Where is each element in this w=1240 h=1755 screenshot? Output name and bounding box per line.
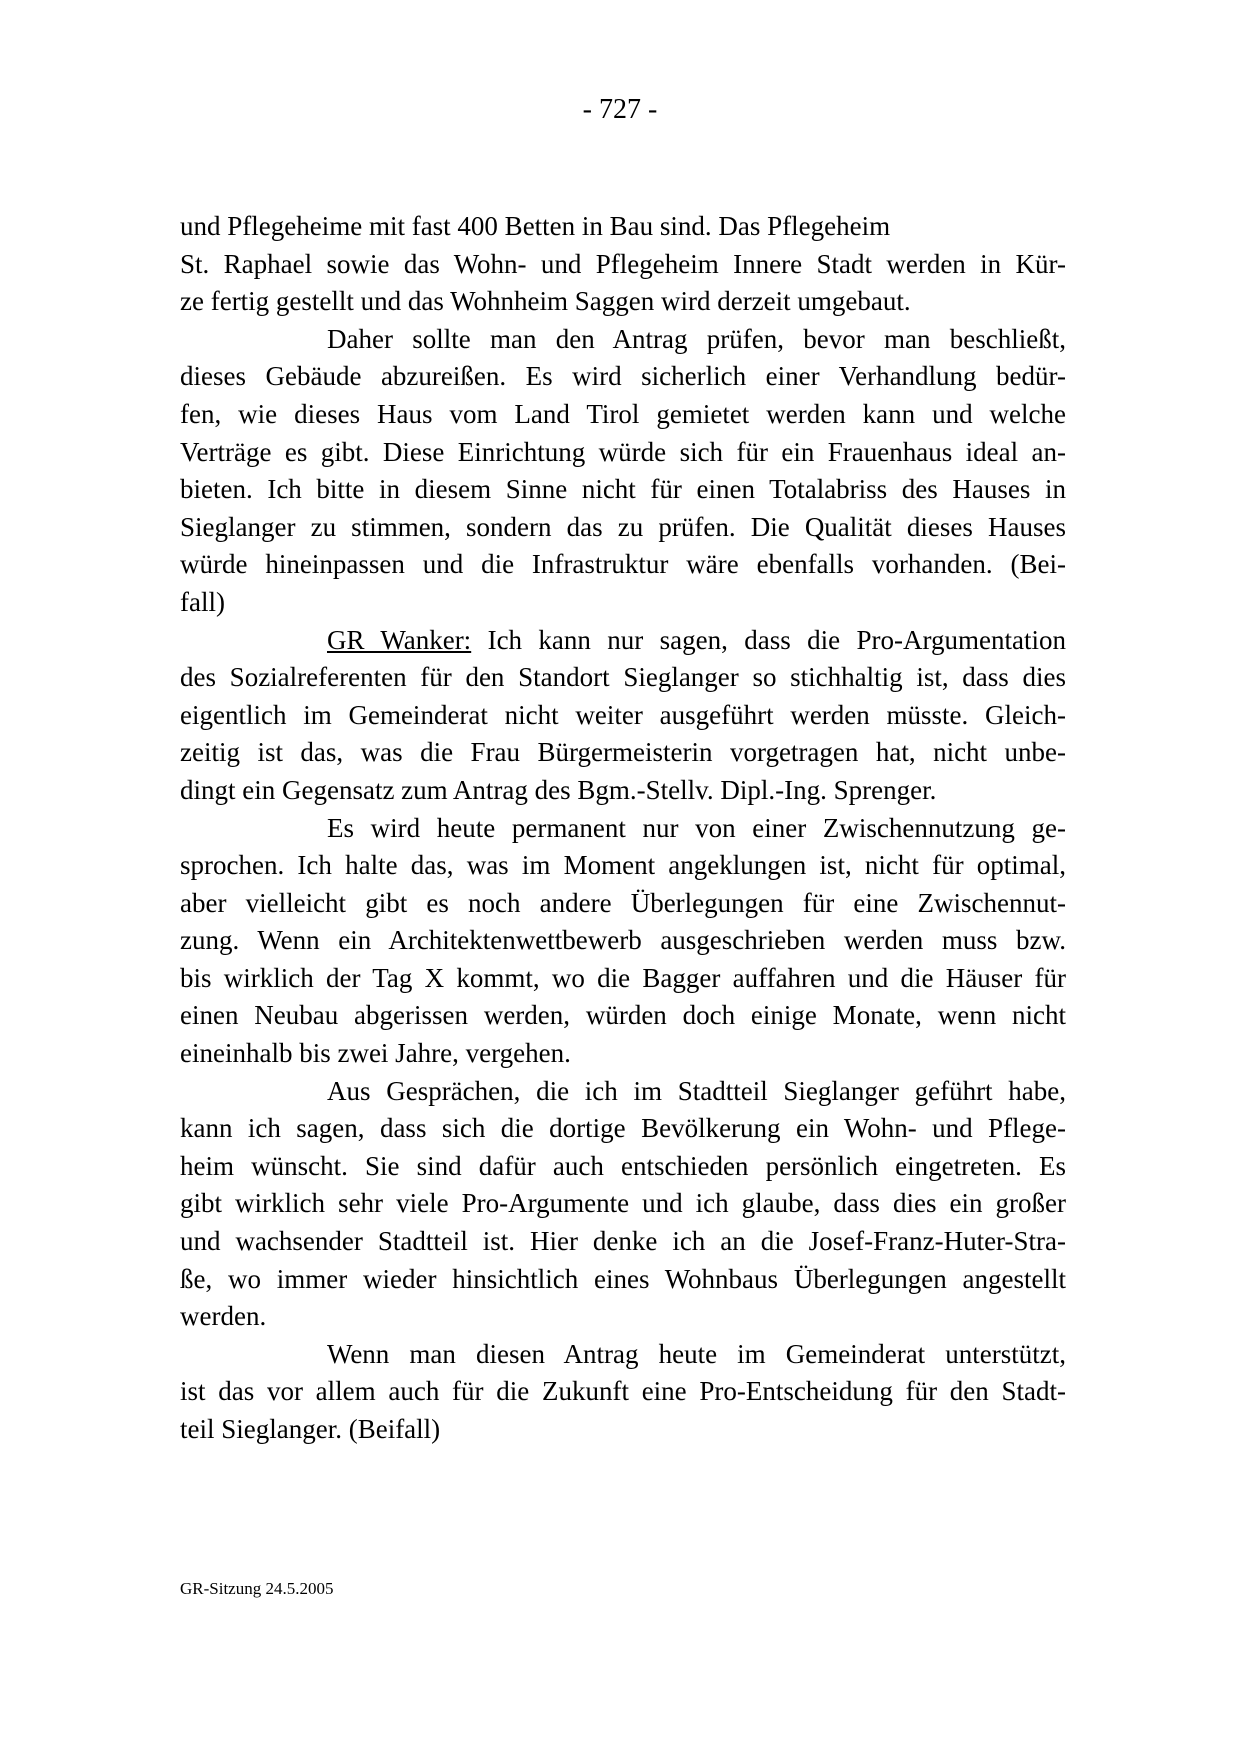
- text-line: Sieglanger zu stimmen, sondern das zu prüfen. Die Qualität dieses Hauses: [180, 511, 1066, 542]
- text-line: Wenn man diesen Antrag heute im Gemeinderat unterstützt,: [327, 1338, 1066, 1369]
- paragraph: [180, 1073, 1066, 1336]
- text-line: aber vielleicht gibt es noch andere Überlegungen für eine Zwischennut-: [180, 887, 1066, 918]
- text-line: bis wirklich der Tag X kommt, wo die Bagger auffahren und die Häuser für: [180, 962, 1066, 993]
- footer-session-date: GR-Sitzung 24.5.2005: [180, 1579, 334, 1598]
- text-line: und wachsender Stadtteil ist. Hier denke ich an die Josef-Franz-Huter-Stra-: [180, 1226, 1066, 1257]
- text-line: fall): [180, 586, 225, 617]
- text-line: ße, wo immer wieder hinsichtlich eines Wohnbaus Überlegungen angestellt: [180, 1263, 1066, 1294]
- text-line: eigentlich im Gemeinderat nicht weiter ausgeführt werden müsste. Gleich-: [180, 699, 1066, 730]
- text-line: kann ich sagen, dass sich die dortige Bevölkerung ein Wohn- und Pflege-: [180, 1113, 1066, 1144]
- text-line: ze fertig gestellt und das Wohnheim Saggen wird derzeit umgebaut.: [180, 286, 911, 317]
- text-line: Es wird heute permanent nur von einer Zwischennutzung ge-: [327, 812, 1066, 843]
- text-line: werden.: [180, 1301, 267, 1332]
- text-line: sprochen. Ich halte das, was im Moment angeklungen ist, nicht für optimal,: [180, 850, 1066, 881]
- text-line: gibt wirklich sehr viele Pro-Argumente und ich glaube, dass dies ein großer: [180, 1188, 1066, 1219]
- paragraph: [180, 622, 1066, 810]
- paragraph: [180, 1336, 1066, 1449]
- text-line: dingt ein Gegensatz zum Antrag des Bgm.-Stellv. Dipl.-Ing. Sprenger.: [180, 774, 937, 805]
- paragraph: [180, 208, 1066, 246]
- text-line: einen Neubau abgerissen werden, würden doch einige Monate, wenn nicht: [180, 1000, 1066, 1031]
- speaker-name: GR Wanker:: [327, 624, 472, 655]
- text-line: Aus Gesprächen, die ich im Stadtteil Sieglanger geführt habe,: [327, 1075, 1066, 1106]
- paragraph: [180, 246, 1066, 321]
- text-line: dieses Gebäude abzureißen. Es wird sicherlich einer Verhandlung bedür-: [180, 361, 1066, 392]
- text-line: zung. Wenn ein Architektenwettbewerb ausgeschrieben werden muss bzw.: [180, 925, 1066, 956]
- text-line: zeitig ist das, was die Frau Bürgermeisterin vorgetragen hat, nicht unbe-: [180, 737, 1066, 768]
- paragraph: [180, 321, 1066, 622]
- paragraph: [180, 810, 1066, 1073]
- text-line: Verträge es gibt. Diese Einrichtung würde sich für ein Frauenhaus ideal an-: [180, 436, 1066, 467]
- text-line: und Pflegeheime mit fast 400 Betten in Bau sind. Das Pflegeheim: [180, 211, 891, 241]
- body-text: [180, 208, 1066, 1449]
- text-line: [180, 622, 1066, 660]
- text-line: St. Raphael sowie das Wohn- und Pflegeheim Innere Stadt werden in Kür-: [180, 248, 1066, 279]
- text-line: Daher sollte man den Antrag prüfen, bevor man beschließt,: [327, 323, 1066, 354]
- text-line: würde hineinpassen und die Infrastruktur wäre ebenfalls vorhanden. (Bei-: [180, 549, 1066, 580]
- text-line: bieten. Ich bitte in diesem Sinne nicht für einen Totalabriss des Hauses in: [180, 474, 1066, 505]
- text-line: eineinhalb bis zwei Jahre, vergehen.: [180, 1038, 571, 1069]
- text-line: des Sozialreferenten für den Standort Sieglanger so stichhaltig ist, dass dies: [180, 662, 1066, 693]
- text-line: teil Sieglanger. (Beifall): [180, 1414, 441, 1444]
- text-line: ist das vor allem auch für die Zukunft eine Pro-Entscheidung für den Stadt-: [180, 1376, 1066, 1407]
- text-line: fen, wie dieses Haus vom Land Tirol gemietet werden kann und welche: [180, 398, 1066, 429]
- text-line: heim wünscht. Sie sind dafür auch entschieden persönlich eingetreten. Es: [180, 1150, 1066, 1181]
- speech-text: Ich kann nur sagen, dass die Pro-Argumentation: [487, 624, 1066, 655]
- page-number: - 727 -: [582, 94, 658, 125]
